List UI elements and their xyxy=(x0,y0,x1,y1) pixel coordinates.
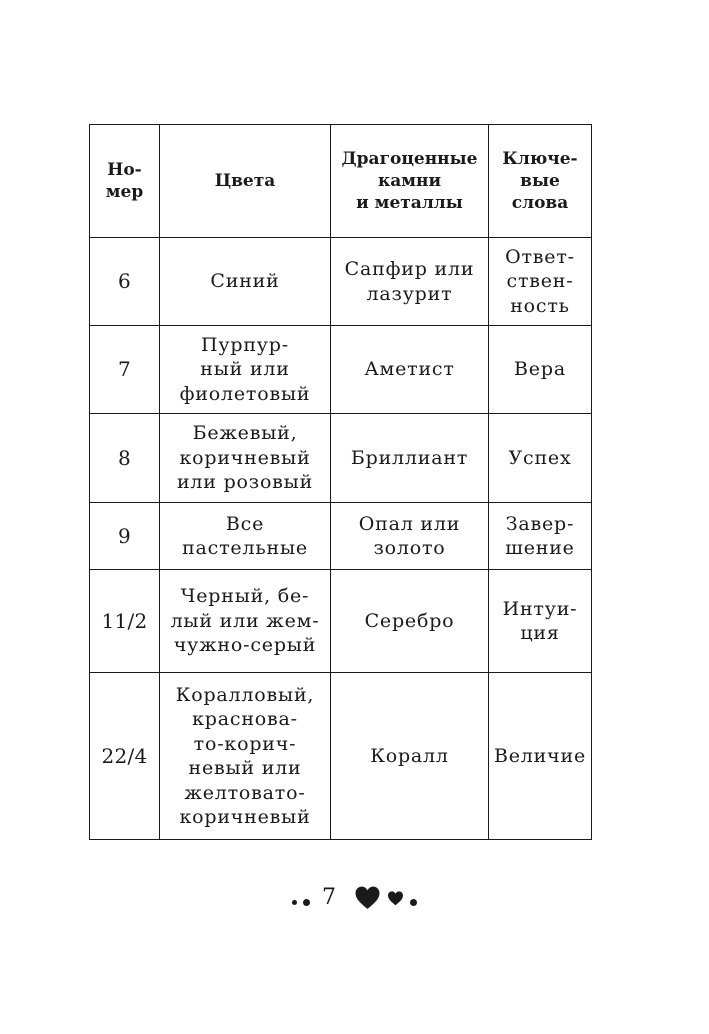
cell-text-line: мер xyxy=(105,182,144,202)
cell-text-line: Драгоценные xyxy=(341,149,478,169)
cell-number: 11/2 xyxy=(90,570,160,673)
cell-number: 7 xyxy=(90,326,160,414)
header-number xyxy=(90,125,160,238)
cell-text-line: Серебро xyxy=(364,609,455,632)
cell-colors xyxy=(160,503,331,570)
cell-text-line: Цвета xyxy=(214,171,276,191)
page-number: 7 xyxy=(322,885,336,910)
cell-colors xyxy=(160,570,331,673)
cell-text-line: Интуи- xyxy=(502,597,578,620)
cell-stones xyxy=(331,238,489,326)
table-header-row xyxy=(90,125,592,238)
small-heart-icon xyxy=(387,891,404,906)
cell-text-line: краснова- xyxy=(192,708,298,730)
cell-text-line: Ответ- xyxy=(505,245,575,268)
cell-text-line: Ключе- xyxy=(502,149,578,169)
cell-keywords xyxy=(489,503,592,570)
large-heart-icon xyxy=(354,886,381,910)
cell-text-line: Сапфир или xyxy=(344,258,475,280)
cell-text-line: Пурпур- xyxy=(201,333,289,356)
footer-ornament xyxy=(292,883,417,913)
table-row xyxy=(90,238,592,326)
cell-number: 9 xyxy=(90,503,160,570)
cell-stones xyxy=(331,326,489,414)
cell-text-line: лый или жем- xyxy=(170,609,320,632)
header-stones xyxy=(331,125,489,238)
cell-text-line: желтовато- xyxy=(184,781,306,804)
cell-keywords xyxy=(489,326,592,414)
table-row xyxy=(90,570,592,673)
cell-text-line: слова xyxy=(511,193,569,213)
cell-text-line: Аметист xyxy=(364,358,455,381)
cell-text-line: Бежевый, xyxy=(192,422,298,445)
cell-text-line: Синий xyxy=(210,270,280,293)
cell-number: 6 xyxy=(90,238,160,326)
cell-text-line: Вера xyxy=(514,358,566,381)
cell-text-line: Коралл xyxy=(370,744,449,767)
cell-text-line: и металлы xyxy=(356,193,463,213)
header-colors xyxy=(160,125,331,238)
table-row xyxy=(90,673,592,840)
cell-stones xyxy=(331,414,489,503)
cell-number: 8 xyxy=(90,414,160,503)
cell-text-line: то-корич- xyxy=(193,732,297,755)
cell-text-line: ция xyxy=(520,622,560,644)
cell-text-line: Все xyxy=(225,512,265,535)
medium-dot-icon xyxy=(303,899,310,906)
cell-keywords xyxy=(489,414,592,503)
cell-text-line: золото xyxy=(373,537,446,559)
cell-text-line: ствен- xyxy=(506,270,574,293)
cell-keywords xyxy=(489,238,592,326)
cell-colors xyxy=(160,673,331,840)
cell-stones xyxy=(331,673,489,840)
small-dot-icon xyxy=(292,900,297,905)
cell-text-line: Опал или xyxy=(358,512,461,535)
table-row xyxy=(90,414,592,503)
colors-stones-table xyxy=(89,124,592,840)
cell-text-line: чужно-серый xyxy=(173,634,317,657)
cell-text-line: Бриллиант xyxy=(350,446,469,469)
cell-keywords xyxy=(489,570,592,673)
cell-text-line: пастельные xyxy=(182,537,308,559)
cell-stones xyxy=(331,503,489,570)
table-row xyxy=(90,326,592,414)
cell-text-line: лазурит xyxy=(366,282,453,305)
cell-text-line: Величие xyxy=(493,744,586,767)
cell-text-line: ный или xyxy=(200,358,290,381)
cell-text-line: вые xyxy=(520,171,560,191)
cell-text-line: Завер- xyxy=(505,512,575,535)
cell-text-line: коричневый xyxy=(179,806,311,828)
cell-text-line: невый или xyxy=(188,757,302,779)
cell-text-line: Успех xyxy=(508,446,572,469)
cell-colors xyxy=(160,414,331,503)
cell-text-line: шение xyxy=(505,537,575,559)
cell-text-line: коричневый xyxy=(179,446,311,469)
medium-dot-icon xyxy=(410,899,417,906)
cell-colors xyxy=(160,238,331,326)
table-row xyxy=(90,503,592,570)
cell-text-line: Но- xyxy=(107,160,142,180)
cell-keywords xyxy=(489,673,592,840)
cell-stones xyxy=(331,570,489,673)
cell-text-line: Черный, бе- xyxy=(180,585,310,608)
cell-text-line: Коралловый, xyxy=(175,683,315,706)
cell-number: 22/4 xyxy=(90,673,160,840)
header-keywords xyxy=(489,125,592,238)
cell-text-line: фиолетовый xyxy=(179,382,311,405)
cell-text-line: или розовый xyxy=(176,471,314,494)
cell-colors xyxy=(160,326,331,414)
cell-text-line: камни xyxy=(377,171,442,191)
cell-text-line: ность xyxy=(510,294,570,317)
page-footer xyxy=(0,883,709,914)
